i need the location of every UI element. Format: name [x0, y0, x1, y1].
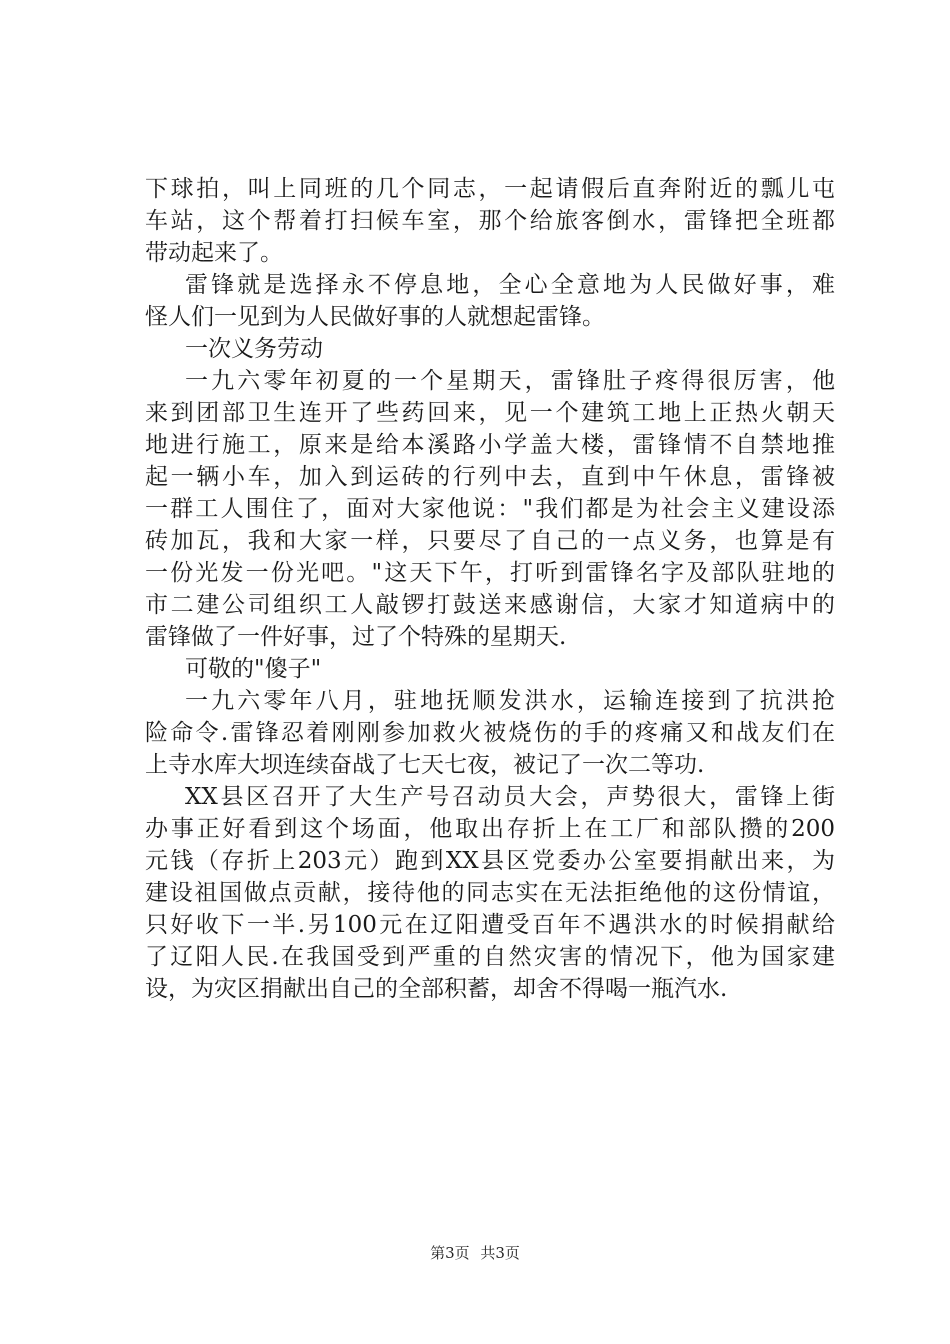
page-total: 共3页 — [480, 1244, 520, 1262]
text-line: 一九六零年八月，驻地抚顺发洪水，运输连接到了抗洪抢 — [185, 688, 835, 714]
text-line: 下球拍，叫上同班的几个同志，一起请假后直奔附近的瓢儿屯 — [145, 176, 835, 202]
text-line: 来到团部卫生连开了些药回来，见一个建筑工地上正热火朝天 — [145, 400, 835, 426]
text-line: 办事正好看到这个场面，他取出存折上在工厂和部队攒的200 — [145, 816, 835, 842]
text-line: 设，为灾区捐献出自己的全部积蓄，却舍不得喝一瓶汽水. — [145, 976, 728, 1002]
text-line: 雷锋做了一件好事，过了个特殊的星期天. — [145, 624, 567, 650]
text-line: 市二建公司组织工人敲锣打鼓送来感谢信，大家才知道病中的 — [145, 592, 835, 618]
text-line: 一次义务劳动 — [185, 336, 323, 362]
text-line: 砖加瓦，我和大家一样，只要尽了自己的一点义务，也算是有 — [145, 528, 835, 554]
text-line: 了辽阳人民.在我国受到严重的自然灾害的情况下，他为国家建 — [145, 944, 835, 970]
page-number: 第3页 — [430, 1244, 470, 1262]
text-line: 可敬的"傻子" — [185, 656, 322, 682]
document-body — [145, 173, 835, 1005]
text-line: 元钱（存折上203元）跑到XX县区党委办公室要捐献出来，为 — [145, 848, 835, 874]
text-line: 雷锋就是选择永不停息地，全心全意地为人民做好事，难 — [185, 272, 835, 298]
text-line: XX县区召开了大生产号召动员大会，声势很大，雷锋上街 — [185, 784, 835, 810]
text-line: 地进行施工，原来是给本溪路小学盖大楼，雷锋情不自禁地推 — [145, 432, 835, 458]
text-line: 怪人们一见到为人民做好事的人就想起雷锋。 — [145, 304, 605, 330]
text-line: 建设祖国做点贡献，接待他的同志实在无法拒绝他的这份情谊， — [145, 880, 835, 906]
page-footer — [0, 1243, 950, 1263]
text-line: 一九六零年初夏的一个星期天，雷锋肚子疼得很厉害，他 — [185, 368, 835, 394]
text-line: 只好收下一半.另100元在辽阳遭受百年不遇洪水的时候捐献给 — [145, 912, 835, 938]
text-line: 起一辆小车，加入到运砖的行列中去，直到中午休息，雷锋被 — [145, 464, 835, 490]
text-line: 一份光发一份光吧。"这天下午，打听到雷锋名字及部队驻地的 — [145, 560, 835, 586]
text-line: 一群工人围住了，面对大家他说："我们都是为社会主义建设添 — [145, 496, 835, 522]
text-line: 险命令.雷锋忍着刚刚参加救火被烧伤的手的疼痛又和战友们在 — [145, 720, 835, 746]
text-line: 上寺水库大坝连续奋战了七天七夜，被记了一次二等功. — [145, 752, 705, 778]
text-line: 车站，这个帮着打扫候车室，那个给旅客倒水，雷锋把全班都 — [145, 208, 835, 234]
text-line: 带动起来了。 — [145, 240, 283, 266]
